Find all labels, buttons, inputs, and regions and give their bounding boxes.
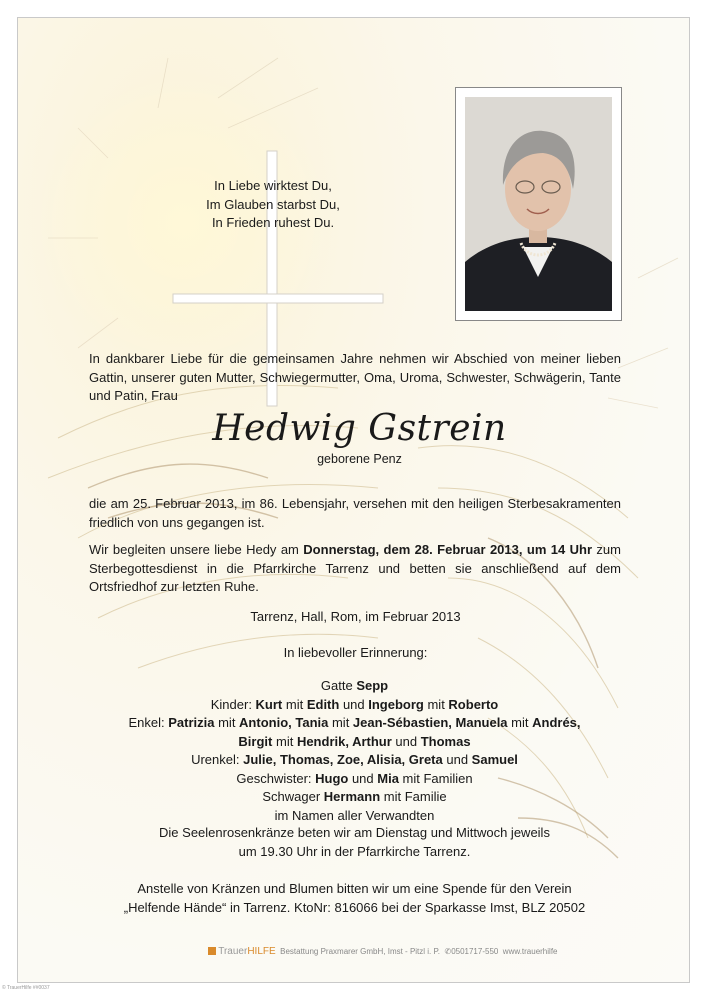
portrait-frame [455,87,622,321]
logo-text: TrauerHILFE [218,946,276,957]
donation-notice: Anstelle von Kränzen und Blumen bitten wir um eine Spende für den Verein „Helfende Hände“ in Tarrenz. KtoNr: 816066 bei der Sparkasse Imst, BLZ 20502 [123,881,586,915]
poem-line: In Frieden ruhest Du. [211,215,335,230]
place-date: Tarrenz, Hall, Rom, im Februar 2013 [250,609,461,624]
phone-icon: ✆ [444,947,452,956]
website: www.trauerhilfe [502,947,558,956]
funeral-text [89,541,621,597]
poem [188,177,358,233]
copyright: © TrauerHilfe ##0037 [2,985,50,991]
phone-number: 0501717-550 [451,947,499,956]
death-text: die am 25. Februar 2013, im 86. Lebensjahr, versehen mit den heiligen Sterbesakramenten friedlich von uns gegangen ist. [89,496,621,530]
family-brother-in-law: Schwager Hermann mit Familie [262,789,447,804]
portrait-photo [465,97,612,311]
company-name: Bestattung Praxmarer GmbH, Imst - Pitzl i. P. [280,947,441,956]
rosary-notice: Die Seelenrosenkränze beten wir am Dienstag und Mittwoch jeweils um 19.30 Uhr in der Pfarrkirche Tarrenz. [159,825,550,859]
family-great-grandchildren: Urenkel: Julie, Thomas, Zoe, Alisia, Greta und Samuel [191,752,518,767]
family-relatives: im Namen aller Verwandten [274,807,435,823]
funeral-text-1: Wir begleiten unsere liebe Hedy am [89,542,304,557]
funeral-date: Donnerstag, dem 28. Februar 2013, um 14 Uhr [303,542,593,557]
family-children: Kinder: Kurt mit Edith und Ingeborg mit Roberto [210,696,499,712]
family-spouse: Gatte Sepp [320,678,389,693]
family-list [78,677,631,825]
birth-name: geborene Penz [317,452,402,466]
footer [208,946,628,957]
family-siblings: Geschwister: Hugo und Mia mit Familien [236,770,473,786]
trauerhilfe-logo-icon [208,947,216,955]
deceased-name: Hedwig Gstrein [212,408,507,449]
family-grandchildren: Enkel: Patrizia mit Antonio, Tania mit Jean-Sébastien, Manuela mit Andrés, [128,715,581,730]
funeral-text-2: zum Sterbegottesdienst in die Pfarrkirche Tarrenz und betten sie anschließend auf dem Ortsfriedhof zur letzten Ruhe. [89,542,621,594]
family-grandchildren-cont: Birgit mit Hendrik, Arthur und Thomas [238,733,471,749]
poem-line: Im Glauben starbst Du, [206,196,340,212]
parte-card [17,17,690,983]
poem-line: In Liebe wirktest Du, [214,178,332,193]
remembrance-heading: In liebevoller Erinnerung: [283,645,428,660]
intro-text: In dankbarer Liebe für die gemeinsamen Jahre nehmen wir Abschied von meiner lieben Gattin, unserer guten Mutter, Schwiegermutter, Oma, Uroma, Schwester, Schwägerin, Tante und Patin, Frau [89,351,621,403]
